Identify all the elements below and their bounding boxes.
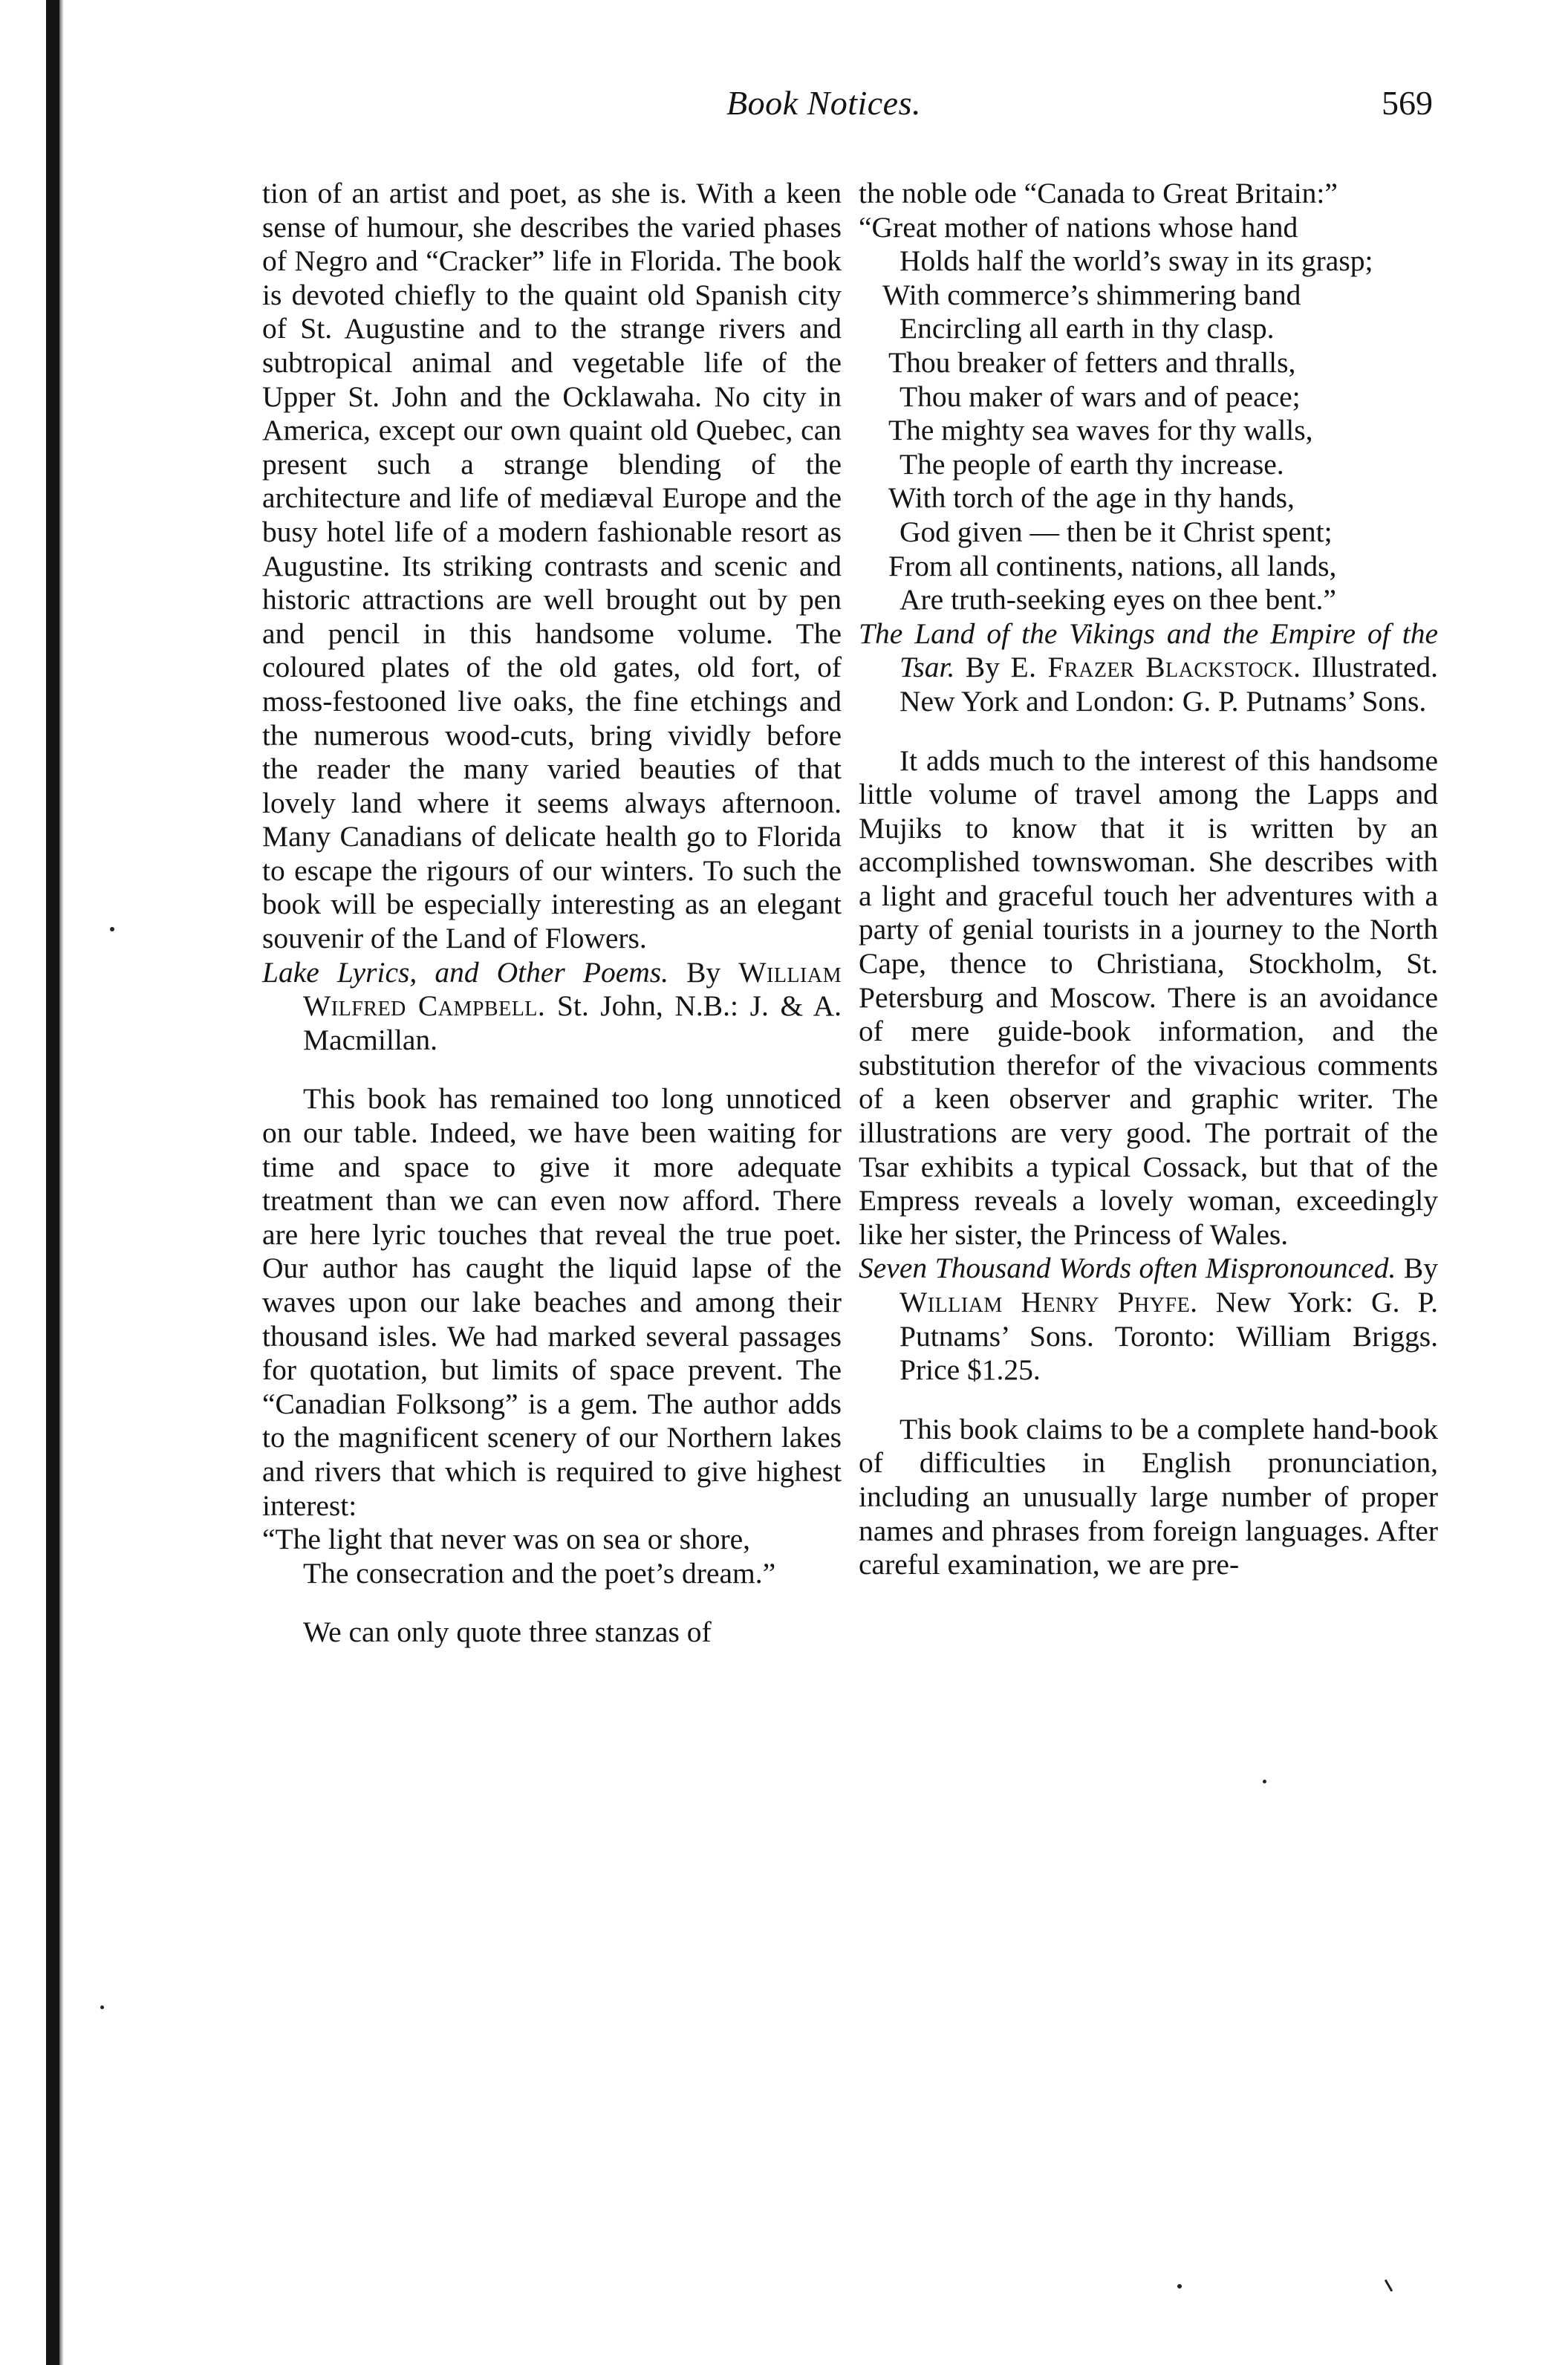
poem-line: Are truth-seeking eyes on thee bent.” xyxy=(900,583,1336,617)
book-title: The Land of the Vikings and the Empire of the Tsar. xyxy=(859,617,1438,684)
left-column xyxy=(262,177,842,1650)
book-title: Lake Lyrics, and Other Poems. xyxy=(262,955,669,989)
book-author: E. Frazer Blackstock. xyxy=(1010,651,1301,684)
poem-line: The people of earth thy increase. xyxy=(900,447,1284,481)
page-number: 569 xyxy=(1382,84,1433,122)
review-seven-thousand-words: This book claims to be a complete hand-book of difficulties in English pronunciation, including an unusually large number of proper names and phrases from foreign languages. After careful examination, we are pre- xyxy=(859,1412,1438,1581)
running-title: Book Notices. xyxy=(726,84,921,122)
book-title: Seven Thousand Words often Mispronounced. xyxy=(859,1252,1396,1285)
right-column xyxy=(859,177,1438,1582)
book-heading-seven-thousand-words xyxy=(859,1252,1438,1387)
book-imprint: Illustrated. New York and London: G. P. Putnams’ Sons. xyxy=(900,651,1438,718)
review-vikings: It adds much to the interest of this handsome little volume of travel among the Lapps and Mujiks to know that it is written by an accomplished townswoman. She describes with a light and graceful touch her adventures with a party of genial tourists in a journey to the North Cape, thence to Christiana, Stockholm, St. Petersburg and Moscow. There is an avoidance of mere guide-book information, and the substitution therefor of the vivacious comments of a keen observer and graphic writer. The illustrations are very good. The portrait of the Tsar exhibits a typical Cossack, but that of the Empress reveals a lovely woman, exceedingly like her sister, the Princess of Wales. xyxy=(859,744,1438,1251)
review-lake-lyrics: This book has remained too long unnoticed on our table. Indeed, we have been waiting for time and space to give it more adequate treatment than we can even now afford. There are here lyric touches that reveal the true poet. Our author has caught the liquid lapse of the waves upon our lake beaches and among their thousand isles. We had marked several passages for quotation, but limits of space prevent. The “Canadian Folksong” is a gem. The author adds to the magnificent scenery of our Northern lakes and rivers that which is required to give highest interest: xyxy=(262,1082,842,1522)
poem-line: From all continents, nations, all lands, xyxy=(888,549,1337,582)
ode-stanza xyxy=(859,481,1438,617)
poem-line: Thou maker of wars and of peace; xyxy=(900,380,1301,413)
book-by: By xyxy=(1396,1252,1438,1285)
poem-line: Holds half the world’s sway in its grasp; xyxy=(900,244,1373,278)
book-by: By xyxy=(668,955,739,989)
scan-speck xyxy=(1263,1780,1266,1783)
ode-stanza xyxy=(859,211,1438,346)
review-florida-continued: tion of an artist and poet, as she is. With a keen sense of humour, she describes the varied phases of Negro and “Cracker” life in Florida. The book is devoted chiefly to the quaint old Spanish city of St. Augustine and to the strange rivers and subtropical animal and vegetable life of the Upper St. John and the Ocklawaha. No city in America, except our own quaint old Quebec, can present such a strange blending of the architecture and life of mediæval Europe and the busy hotel life of a modern fashionable resort as Augustine. Its striking contrasts and scenic and historic attractions are well brought out by pen and pencil in this handsome volume. The coloured plates of the old gates, old fort, of moss-festooned live oaks, the fine etchings and the numerous wood-cuts, bring vividly before the reader the many varied beauties of that lovely land where it seems always afternoon. Many Canadians of delicate health go to Florida to escape the rigours of our winters. To such the book will be especially interesting as an elegant souvenir of the Land of Flowers. xyxy=(262,177,842,955)
book-imprint: New York: G. P. Putnams’ Sons. Toronto: William Briggs. Price $1.25. xyxy=(900,1286,1438,1387)
quote-line: The consecration and the poet’s dream.” xyxy=(303,1556,776,1590)
closing-line: We can only quote three stanzas of xyxy=(303,1616,712,1649)
binding-edge xyxy=(46,0,59,2365)
scan-speck xyxy=(1385,2279,1393,2291)
quote-line: “The light that never was on sea or shore, xyxy=(262,1523,751,1556)
poem-line: The mighty sea waves for thy walls, xyxy=(888,414,1313,447)
poem-line: Thou breaker of fetters and thralls, xyxy=(888,345,1296,379)
book-heading-lake-lyrics xyxy=(262,956,842,1058)
book-author: William Henry Phyfe. xyxy=(900,1286,1198,1318)
quotation-wordsworth xyxy=(262,1523,842,1590)
book-heading-vikings xyxy=(859,617,1438,719)
poem-line: Encircling all earth in thy clasp. xyxy=(900,312,1275,345)
book-author: William Wilfred Campbell. xyxy=(303,955,842,1023)
book-imprint: St. John, N.B.: J. & A. Macmillan. xyxy=(303,989,842,1056)
poem-line: With commerce’s shimmering band xyxy=(882,278,1301,311)
scan-speck xyxy=(100,2005,104,2009)
scan-speck xyxy=(1177,2284,1182,2288)
ode-stanza xyxy=(859,346,1438,481)
poem-line: God given — then be it Christ spent; xyxy=(900,515,1333,548)
scan-speck xyxy=(110,927,114,931)
book-by: By xyxy=(954,651,1011,684)
ode-intro: the noble ode “Canada to Great Britain:” xyxy=(859,177,1338,209)
poem-line: “Great mother of nations whose hand xyxy=(859,210,1298,244)
poem-line: With torch of the age in thy hands, xyxy=(888,481,1295,515)
